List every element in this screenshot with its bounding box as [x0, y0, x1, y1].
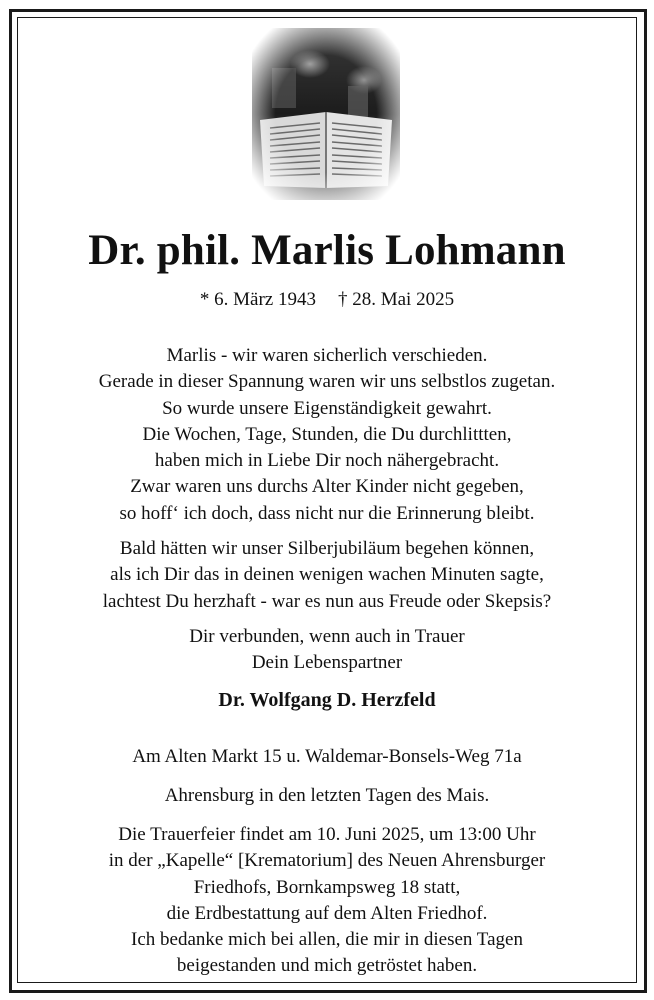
life-dates: [22, 287, 632, 313]
signer-name: Dr. Wolfgang D. Herzfeld: [218, 689, 436, 711]
poem-line: Die Wochen, Tage, Stunden, die Du durchlittten,: [142, 423, 512, 445]
open-book-with-candles-image: [252, 28, 400, 200]
poem-line: als ich Dir das in deinen wenigen wachen Minuten sagte,: [110, 564, 544, 586]
poem-line: So wurde unsere Eigenständigkeit gewahrt.: [162, 397, 492, 419]
place-and-date: Ahrensburg in den letzten Tagen des Mais.: [164, 785, 490, 806]
poem-stanza-2: [22, 536, 632, 615]
funeral-notice: [22, 822, 632, 980]
poem-line: so hoff‘ ich doch, dass nicht nur die Erinnerung bleibt.: [119, 502, 535, 524]
birth-date: * 6. März 1943: [199, 289, 316, 310]
poem-line: Bald hätten wir unser Silberjubiläum begehen können,: [119, 538, 535, 559]
funeral-line: Friedhofs, Bornkampsweg 18 statt,: [193, 876, 461, 898]
closing-text: [22, 624, 632, 677]
closing-line: Dir verbunden, wenn auch in Trauer: [189, 626, 465, 647]
funeral-line: Die Trauerfeier findet am 10. Juni 2025, um 13:00 Uhr: [118, 824, 536, 845]
address: Am Alten Markt 15 u. Waldemar-Bonsels-Weg 71a: [132, 746, 522, 767]
poem-line: lachtest Du herzhaft - war es nun aus Freude oder Skepsis?: [102, 590, 552, 612]
poem-line: Gerade in dieser Spannung waren wir uns selbstlos zugetan.: [98, 371, 556, 393]
death-date: † 28. Mai 2025: [337, 289, 455, 310]
funeral-line: beigestanden und mich getröstet haben.: [176, 955, 478, 977]
funeral-line: Ich bedanke mich bei allen, die mir in diesen Tagen: [131, 929, 523, 951]
closing-line: Dein Lebenspartner: [251, 652, 403, 674]
poem-stanza-1: [22, 343, 632, 527]
funeral-line: die Erdbestattung auf dem Alten Friedhof.: [166, 902, 488, 924]
poem-line: Marlis - wir waren sicherlich verschieden.: [166, 345, 488, 366]
poem-line: haben mich in Liebe Dir noch nähergebracht.: [154, 450, 500, 472]
deceased-name: Dr. phil. Marlis Lohmann: [88, 227, 566, 274]
funeral-line: in der „Kapelle“ [Krematorium] des Neuen Ahrensburger: [108, 850, 546, 872]
poem-line: Zwar waren uns durchs Alter Kinder nicht gegeben,: [130, 476, 524, 498]
